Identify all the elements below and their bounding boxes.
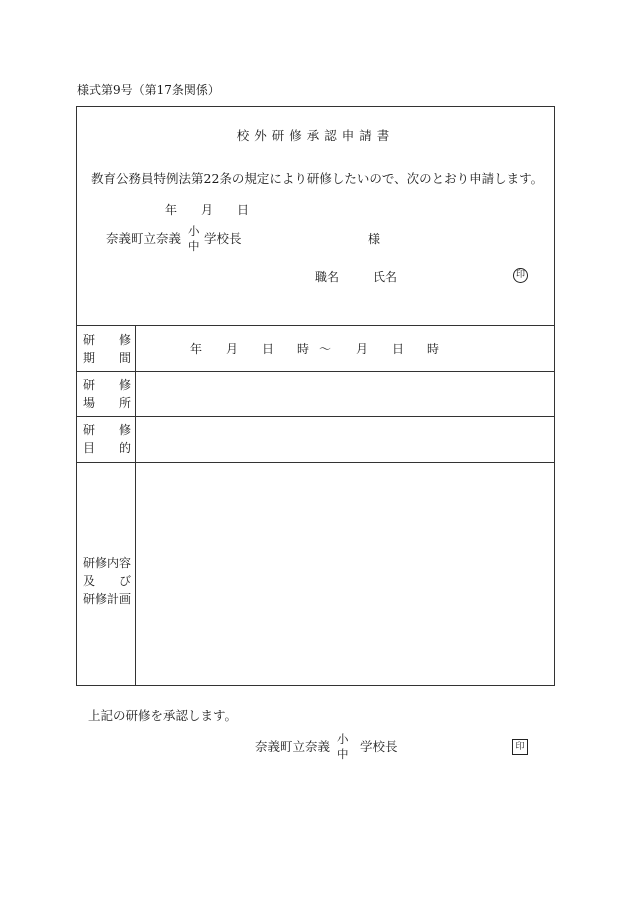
label-char: 研 [83, 423, 96, 437]
content-plan-field[interactable] [136, 463, 554, 685]
approval-seal-mark: 印 [512, 739, 528, 755]
application-form-frame [76, 106, 555, 686]
form-number-label: 様式第9号（第17条関係） [77, 83, 220, 97]
addressee-school-prefix: 奈義町立奈義 [106, 231, 182, 246]
period-year: 年 [190, 342, 203, 356]
date-month: 月 [201, 203, 214, 217]
label-char: 研 [83, 378, 96, 392]
approval-school-prefix: 奈義町立奈義 [255, 739, 331, 754]
addressee-level-junior-high: 中 [188, 239, 200, 253]
purpose-field[interactable] [136, 417, 554, 461]
label-char: 期 [83, 351, 96, 365]
period-day-end: 日 [392, 342, 405, 356]
form-title: 校外研修承認申請書 [236, 128, 395, 143]
place-label [83, 376, 131, 412]
job-title-label: 職名 [315, 270, 340, 284]
label-char: 研 [83, 333, 96, 347]
label-char: 場 [83, 396, 96, 410]
addressee-level-elementary: 小 [188, 224, 200, 238]
period-hour-start: 時 [297, 342, 310, 356]
period-range-tilde: 〜 [319, 342, 332, 356]
purpose-label [83, 421, 131, 457]
label-char: 修 [118, 423, 131, 437]
place-field[interactable] [136, 372, 554, 415]
label-char: 間 [118, 351, 131, 365]
divider [77, 325, 554, 326]
addressee-school-level [188, 224, 200, 254]
approval-level-junior-high: 中 [337, 747, 349, 761]
label-char: 所 [118, 396, 131, 410]
period-month-start: 月 [226, 342, 239, 356]
addressee-honorific: 様 [368, 232, 381, 246]
label-char: 的 [118, 441, 131, 455]
label-char: 及 [83, 574, 96, 588]
approval-text: 上記の研修を承認します。 [88, 708, 238, 723]
addressee-principal: 学校長 [204, 231, 242, 246]
label-line: 研修計画 [83, 592, 132, 606]
label-char: び [118, 574, 131, 588]
period-label [83, 331, 131, 367]
label-char: 修 [118, 378, 131, 392]
applicant-seal-mark: 印 [513, 268, 528, 283]
approval-school-level [337, 732, 349, 762]
approval-level-elementary: 小 [337, 732, 349, 746]
period-month-end: 月 [356, 342, 369, 356]
label-char: 目 [83, 441, 96, 455]
label-char: 修 [118, 333, 131, 347]
content-plan-label [83, 554, 131, 608]
period-day-start: 日 [262, 342, 275, 356]
label-line: 研修内容 [83, 556, 132, 570]
name-label: 氏名 [373, 270, 398, 284]
approval-principal: 学校長 [360, 739, 398, 754]
date-year: 年 [165, 203, 178, 217]
date-day: 日 [237, 203, 250, 217]
intro-text: 教育公務員特例法第22条の規定により研修したいので、次のとおり申請します。 [91, 171, 544, 186]
period-hour-end: 時 [427, 342, 440, 356]
